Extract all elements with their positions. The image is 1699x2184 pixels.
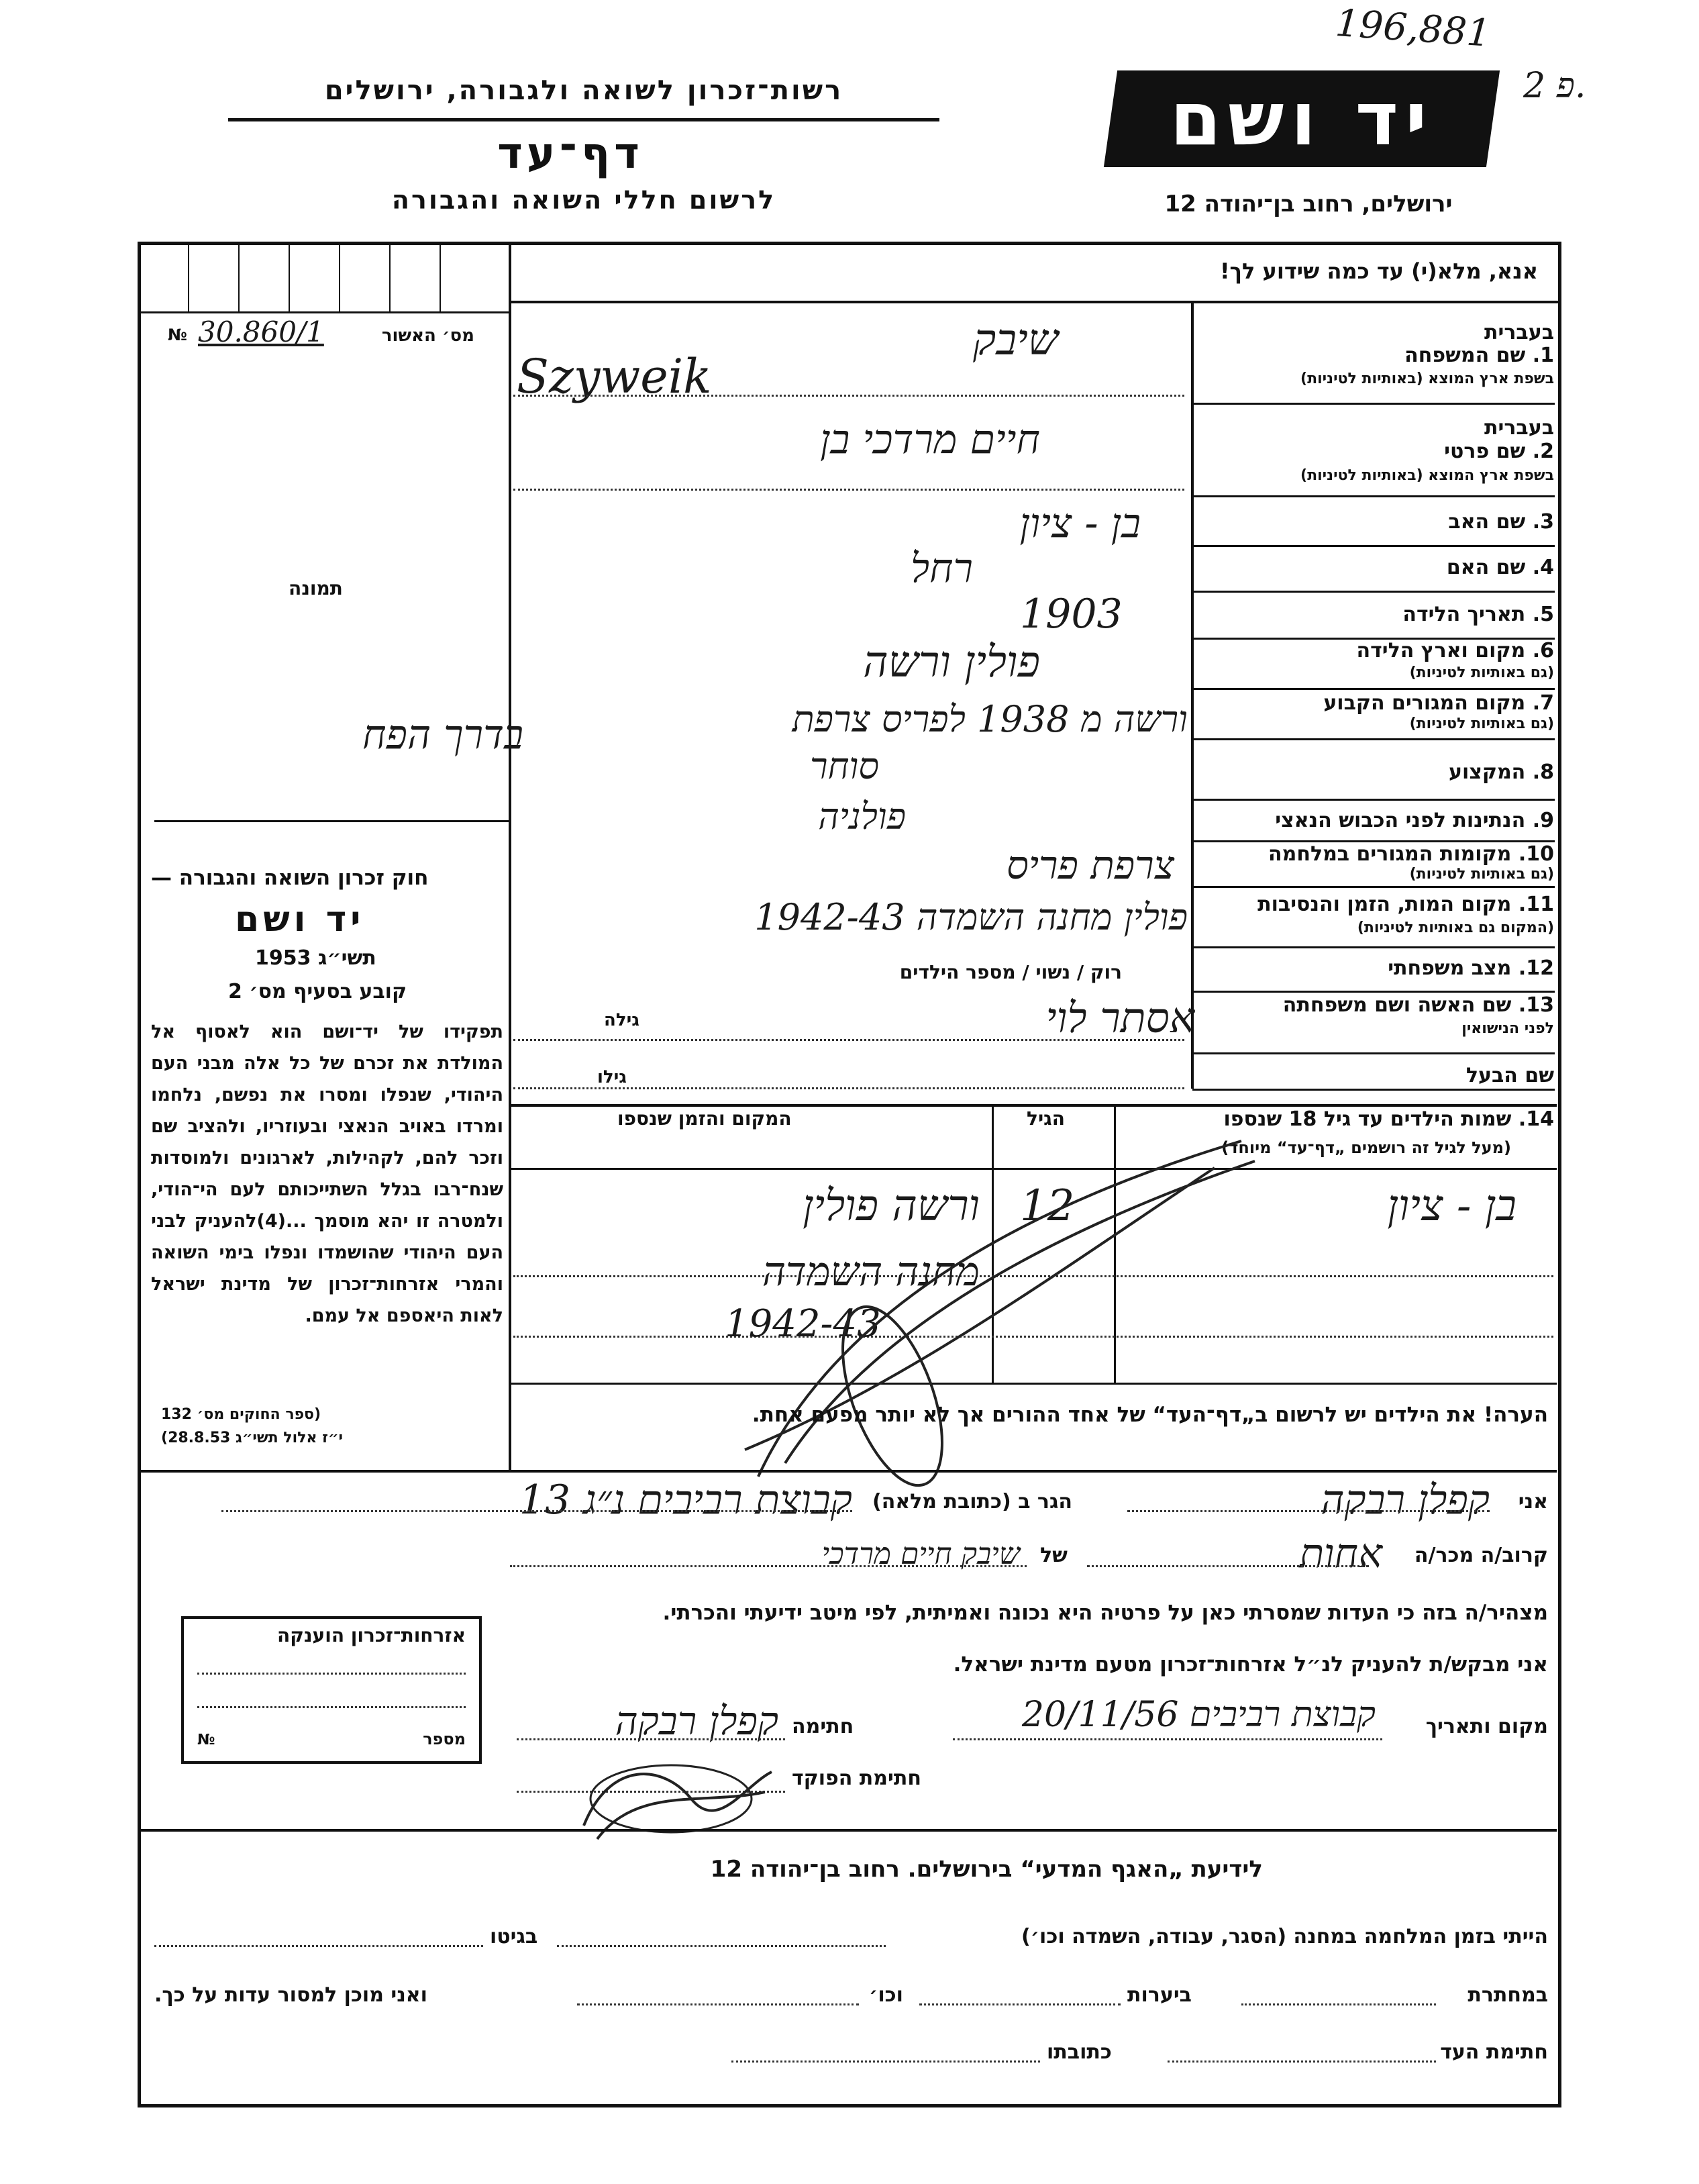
decl-relation: אחות (1299, 1530, 1382, 1577)
approval-label: מס׳ האשור (381, 326, 474, 346)
child-3-place: 1942-43 (725, 1302, 881, 1346)
field-11-value: פולין מחנה השמדה 1942-43 (754, 896, 1188, 938)
field-8-label: 8. המקצוע (1448, 760, 1554, 784)
logo-text: יד ושם (1170, 76, 1434, 162)
law-text: תפקידו של יד־ושם הוא לאסוף אל המולדת את זכרם של כל אלה מבני העם היהודי, שנפלו ומסרו את נפשם, נלחמו ומרדו באויב הנאצי ובעוזריו, ולהציב שם וזכר להם, לקהילות, לארגונים ולמוסדות שנח־רבו בגלל השתייכותם לעם הי־הודי, ולמטרה זו יהא מוסמך ...(4)להעניק לבני העם היהודי שהושמדו ונפלו בימי השואה והמרי אזרחות־זכרון של מדינת ישראל לאות היאספם אל עמם. (151, 1022, 503, 1326)
cert-title: אזרחות־זכרון הוענקה (277, 1624, 466, 1646)
place-date-value: קבוצת רביבים 20/11/56 (1021, 1695, 1376, 1735)
field-11-label: 11. מקום המות, הזמן והנסיבות (1257, 893, 1554, 916)
page-title: דף־עד (497, 129, 643, 179)
decl-of-label: של (1040, 1544, 1068, 1567)
law-ref-1: (ספר החוקים מס׳ 132 (161, 1406, 321, 1423)
scribble-mark (705, 1101, 1308, 1517)
cert-no-label: מספר (423, 1730, 466, 1748)
field-7-sub: (גם באותיות לטיניות) (1409, 715, 1554, 732)
bottom-line1-b: בגיטו (490, 1925, 538, 1948)
children-col-place: המקום והזמן שנספו (617, 1107, 792, 1130)
decl-name: קפלן רבקה (1321, 1477, 1490, 1524)
field-13-age-label: גילה (604, 1010, 639, 1030)
signature-label: חתימה (792, 1715, 854, 1738)
law-title: חוק זכרון השואה והגבורה — (151, 866, 429, 890)
field-2-value: חיים מרדכי בן (820, 416, 1040, 463)
field-4-value: רחל (910, 545, 973, 592)
side-margin-note: בדרך הפח (362, 711, 523, 758)
decl-prefix: אני (1518, 1490, 1548, 1513)
field-4-label: 4. שם האם (1446, 556, 1554, 579)
field-1-value-he: שיבק (973, 315, 1059, 365)
decl-address-label: הגר ב (כתובת מלאה) (872, 1490, 1073, 1513)
catalog-number: 196,881 (1334, 1, 1492, 56)
field-5-value: 1903 (1020, 591, 1123, 638)
children-label: 14. שמות הילדים עד גיל 18 שנספו (1223, 1107, 1554, 1131)
bottom-line2-a: במחתרת (1468, 1983, 1548, 2007)
field-3-value: בן - ציון (1019, 500, 1141, 547)
field-11-sub: (המקום גם באותיות לטיניות) (1357, 920, 1554, 936)
official-stamp-scribble (570, 1745, 785, 1852)
field-13-label: 13. שם האשה ושם משפחתה (1282, 993, 1554, 1017)
bottom-line2-b: ביערות (1127, 1983, 1192, 2007)
bottom-line2-c: וכו׳ (869, 1983, 903, 2007)
bottom-heading: לידיעת „האגף המדעי“ בירושלים. רחוב בן־יהודה 12 (710, 1856, 1263, 1883)
field-7-label: 7. מקום המגורים הקבוע (1323, 691, 1554, 715)
instruction: אנא, מלא(י) עד כמה שידוע לך! (1219, 258, 1538, 284)
field-10-sub: (גם באותיות לטיניות) (1409, 866, 1554, 883)
field-1-sub: בשפת ארץ המוצא (באותיות לטיניות) (1300, 370, 1554, 387)
field-6-value: פולין ורשה (863, 638, 1040, 687)
field-7-value: ורשה מ 1938 לפריס צרפת (792, 698, 1188, 740)
child-2-place: מחנה השמדה (762, 1248, 980, 1295)
logo (1104, 70, 1500, 167)
child-1-age: 12 (1020, 1181, 1075, 1231)
law-year: תשי״ג 1953 (255, 946, 376, 970)
children-sub: (מעל לגיל זה רושמים „דף־עד“ מיוחד) (1221, 1138, 1511, 1157)
field-9-value: פולניה (818, 795, 906, 838)
subtitle: לרשום חללי השואה והגבורה (391, 185, 776, 215)
approval-no-mark: № (168, 326, 187, 344)
field-9-label: 9. הנתינות לפני הכבוש הנאצי (1275, 809, 1554, 832)
signature-value: קפלן רבקה (615, 1698, 778, 1744)
field-13-value: אסתר לוי (1045, 993, 1194, 1042)
field-8-value: סוחר (809, 745, 879, 787)
note: הערה! את הילדים יש לרשום ב„דף־העד“ של אחד ההורים אך לא יותר מפעם אחת. (752, 1403, 1548, 1427)
bottom-line1-a: הייתי בזמן המלחמה במחנה (הסגר, עבודה, השמדה וכו׳) (1021, 1925, 1548, 1948)
field-12-options: רוק / נשוי / מספר הילדים (899, 961, 1122, 983)
field-1-label: 1. שם המשפחה (1404, 344, 1554, 367)
field-2-lang: בעברית (1484, 416, 1554, 440)
law-name: יד ושם (235, 899, 365, 940)
law-clause: קובע בסעיף מס׳ 2 (228, 980, 407, 1003)
decl-of-name: שיבק חיים מרדכי (821, 1537, 1020, 1571)
field-6-sub: (גם באותיות לטיניות) (1409, 664, 1554, 681)
official-label: חתימת הפוקד (792, 1767, 921, 1790)
field-13-sub: לפני הנישואין (1461, 1020, 1554, 1037)
field-2-sub: בשפת ארץ המוצא (באותיות לטיניות) (1300, 467, 1554, 484)
child-1-name: בן - ציון (1387, 1181, 1516, 1231)
field-3-label: 3. שם האב (1448, 510, 1554, 534)
approval-value: 30.860/1 (198, 315, 324, 348)
bottom-line3-b: כתובתו (1047, 2040, 1112, 2064)
decl-relation-label: קרוב/ה מכר/ה (1414, 1544, 1548, 1567)
page-mark: 2 פ. (1523, 66, 1586, 106)
field-1-lang: בעברית (1484, 321, 1554, 344)
address: ירושלים, רחוב בן־יהודה 12 (1164, 191, 1453, 217)
field-10-value: צרפת פריס (1006, 842, 1174, 888)
decl-address: קבוצת רביבים נ״ג 13 (519, 1477, 852, 1524)
field-5-label: 5. תאריך הלידה (1402, 603, 1554, 626)
decl-statement: מצהיר/ה בזה כי העדות שמסרתי כאן על פרטיה היא נכונה ואמיתית, לפי מיטב ידיעתי והכרתי. (662, 1601, 1548, 1625)
children-col-age: הגיל (1027, 1107, 1065, 1130)
photo-label: תמונה (289, 577, 343, 599)
field-1-value-latin: Szyweik (517, 349, 712, 404)
decl-request: אני מבקש/ת להעניק לנ״ל אזרחות־זכרון מטעם מדינת ישראל. (953, 1652, 1548, 1677)
husband-label: שם הבעל (1465, 1064, 1554, 1087)
husband-age-label: גילו (597, 1067, 627, 1087)
certificate-box (181, 1616, 482, 1764)
child-1-place: ורשה פולין (803, 1181, 980, 1231)
field-2-label: 2. שם פרטי (1444, 440, 1554, 463)
law-ref-2: י״ז אלול תשי״ג 28.8.53) (161, 1430, 344, 1446)
bottom-line3-a: חתימת העד (1440, 2040, 1548, 2064)
org-line: רשות־זכרון לשואה ולגבורה, ירושלים (324, 75, 843, 106)
cert-no-mark: № (197, 1732, 215, 1748)
field-10-label: 10. מקומות המגורים במלחמה (1268, 842, 1554, 866)
field-6-label: 6. מקום וארץ הלידה (1356, 639, 1554, 662)
field-12-label: 12. מצב משפחתי (1388, 956, 1554, 980)
bottom-line2-d: ואני מוכן למסור עדות על כך. (154, 1983, 427, 2007)
place-date-label: מקום ותאריך (1425, 1715, 1548, 1738)
